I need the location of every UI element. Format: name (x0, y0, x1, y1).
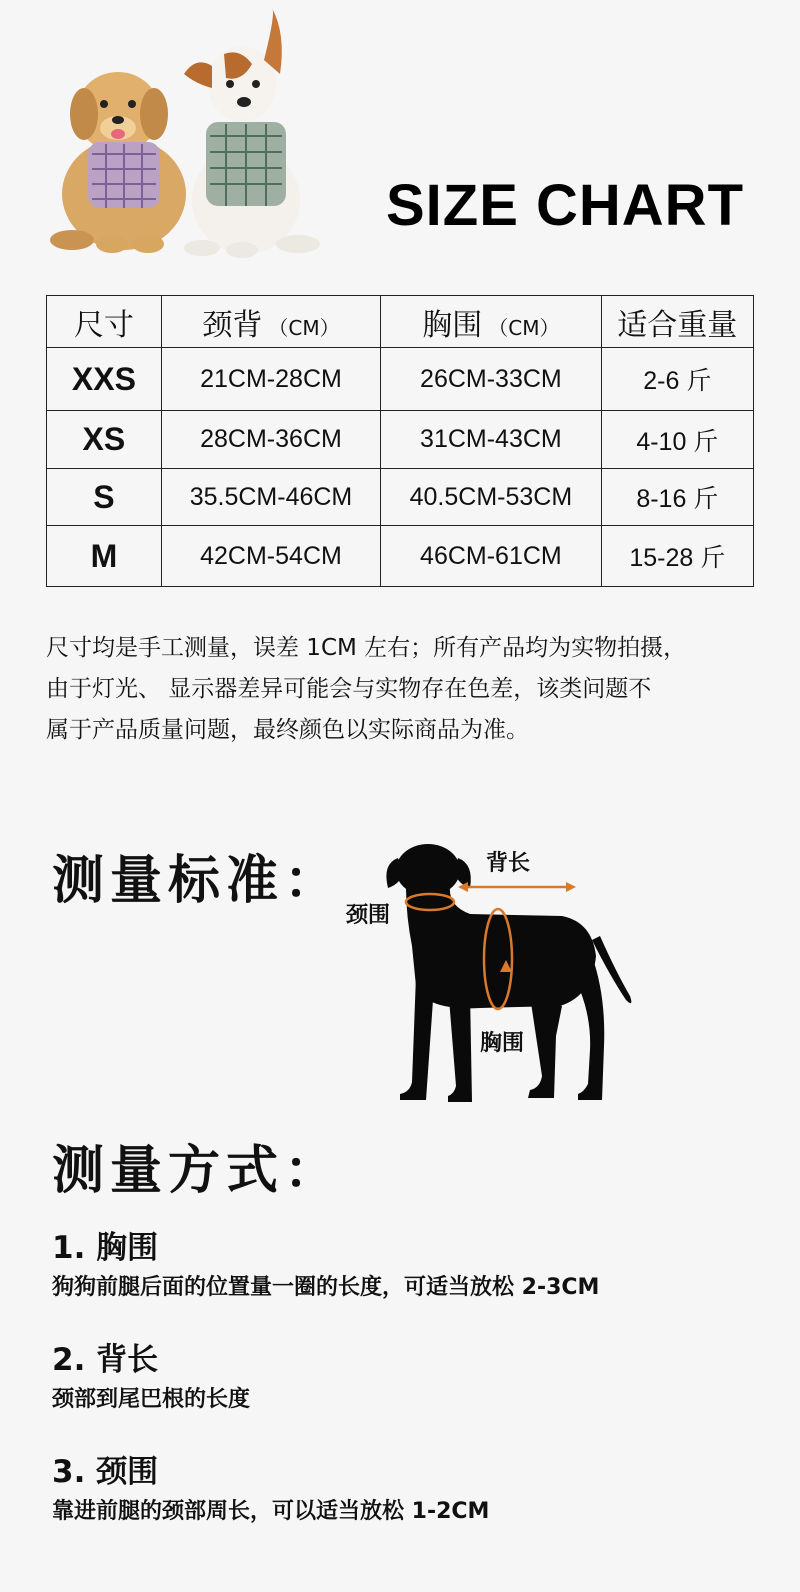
chest-cell: 26CM-33CM (381, 348, 601, 411)
chest-cell: 46CM-61CM (381, 526, 601, 587)
table-row (47, 348, 754, 411)
neck-back-cell: 28CM-36CM (161, 411, 380, 469)
size-cell: S (47, 469, 162, 526)
measure-standard-heading: 测量标准： (52, 851, 343, 911)
chest-label: 胸围 (480, 1031, 525, 1056)
weight-cell: 4-10 斤 (601, 411, 753, 469)
weight-cell: 8-16 斤 (601, 469, 753, 526)
size-cell: XXS (47, 348, 162, 411)
size-cell: XS (47, 411, 162, 469)
note-line: 由于灯光、 显示器差异可能会与实物存在色差，该类问题不 (46, 676, 652, 702)
weight-cell: 2-6 斤 (601, 348, 753, 411)
dog-silhouette-icon (330, 836, 650, 1116)
back-length-arrow-icon (458, 882, 576, 892)
method-item-desc: 颈部到尾巴根的长度 (52, 1387, 251, 1412)
table-row (47, 411, 754, 469)
neck-back-cell: 35.5CM-46CM (161, 469, 380, 526)
method-item-desc: 靠进前腿的颈部周长，可以适当放松 1-2CM (52, 1499, 490, 1524)
method-item-desc: 狗狗前腿后面的位置量一圈的长度，可适当放松 2-3CM (52, 1275, 600, 1300)
header-chest: 胸围 （CM） (381, 296, 601, 348)
method-item-title: 1. 胸围 (52, 1230, 159, 1266)
neck-label: 颈围 (346, 903, 391, 928)
measure-method-heading: 测量方式： (52, 1141, 343, 1201)
chest-cell: 40.5CM-53CM (381, 469, 601, 526)
size-chart-title: SIZE CHART (386, 173, 744, 238)
note-line: 尺寸均是手工测量，误差 1CM 左右；所有产品均为实物拍摄， (46, 635, 687, 661)
header-size: 尺寸 (47, 296, 162, 348)
dog-measurement-diagram (330, 836, 650, 1116)
chest-cell: 31CM-43CM (381, 411, 601, 469)
table-header-row (47, 296, 754, 348)
method-item-title: 2. 背长 (52, 1342, 159, 1378)
header-weight: 适合重量 (601, 296, 753, 348)
header-neck-back: 颈背 （CM） (161, 296, 380, 348)
table-row (47, 469, 754, 526)
table-row (47, 526, 754, 587)
back-length-label: 背长 (486, 851, 531, 876)
note-line: 属于产品质量问题，最终颜色以实际商品为准。 (46, 717, 529, 743)
weight-cell: 15-28 斤 (601, 526, 753, 587)
method-item-title: 3. 颈围 (52, 1454, 159, 1490)
dogs-photo (36, 4, 336, 260)
terrier-dog-icon (184, 8, 320, 258)
neck-back-cell: 42CM-54CM (161, 526, 380, 587)
neck-back-cell: 21CM-28CM (161, 348, 380, 411)
size-table (46, 295, 754, 587)
size-cell: M (47, 526, 162, 587)
measurement-note (46, 628, 776, 751)
golden-puppy-icon (50, 72, 186, 253)
